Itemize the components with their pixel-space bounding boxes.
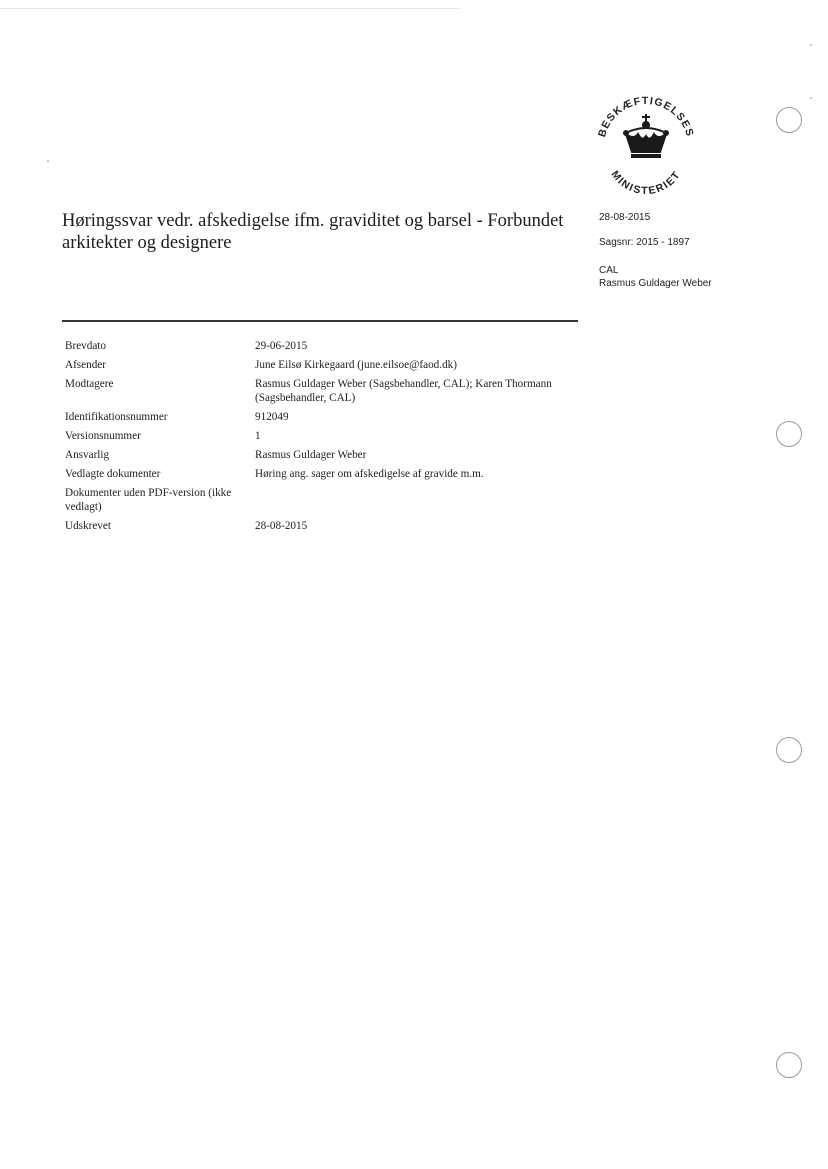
field-row [65, 377, 585, 405]
seal-text-top: BESKÆFTIGELSES [596, 94, 696, 139]
seal-text-bottom: MINISTERIET [608, 168, 684, 196]
scan-edge-line [0, 8, 460, 9]
field-value: Rasmus Guldager Weber (Sagsbehandler, CAL); Karen Thormann (Sagsbehandler, CAL) [255, 378, 552, 404]
field-row [65, 429, 585, 443]
scan-speck [810, 97, 812, 99]
field-row [65, 448, 585, 462]
field-row [65, 519, 585, 533]
document-date: 28-08-2015 [599, 212, 651, 223]
field-label: Ansvarlig [65, 449, 110, 461]
ministry-seal-logo [590, 84, 702, 196]
punch-hole [776, 1052, 802, 1078]
punch-hole [776, 737, 802, 763]
field-value: 28-08-2015 [255, 520, 308, 532]
field-row [65, 410, 585, 424]
scan-speck [47, 160, 49, 162]
field-row [65, 467, 585, 481]
field-value: 1 [255, 430, 261, 442]
office-code: CAL [599, 265, 619, 276]
crown-seal-icon [590, 84, 702, 196]
scan-speck [810, 44, 812, 46]
field-label: Vedlagte dokumenter [65, 468, 161, 480]
header-divider [62, 320, 578, 322]
document-title: Høringssvar vedr. afskedigelse ifm. graviditet og barsel - Forbundet arkitekter og designere [62, 211, 564, 253]
case-number: Sagsnr: 2015 - 1897 [599, 237, 690, 248]
field-label: Brevdato [65, 340, 107, 352]
punch-hole [776, 107, 802, 133]
field-label: Udskrevet [65, 520, 111, 532]
field-value: Rasmus Guldager Weber [255, 449, 367, 461]
field-value: 912049 [255, 411, 289, 423]
document-fields [65, 339, 585, 538]
field-label: Identifikationsnummer [65, 411, 168, 423]
caseworker-name: Rasmus Guldager Weber [599, 278, 712, 289]
field-row [65, 339, 585, 353]
field-row [65, 358, 585, 372]
field-label: Modtagere [65, 378, 114, 390]
punch-hole [776, 421, 802, 447]
field-value: 29-06-2015 [255, 340, 308, 352]
field-label: Afsender [65, 359, 107, 371]
field-value: Høring ang. sager om afskedigelse af gravide m.m. [255, 468, 484, 480]
svg-text:MINISTERIET [609, 169, 684, 196]
field-label: Versionsnummer [65, 430, 141, 442]
field-value [250, 486, 585, 514]
field-label: Dokumenter uden PDF-version (ikke vedlagt) [65, 487, 232, 513]
field-value: June Eilsø Kirkegaard (june.eilsoe@faod.dk) [255, 359, 457, 371]
field-row [65, 486, 585, 514]
